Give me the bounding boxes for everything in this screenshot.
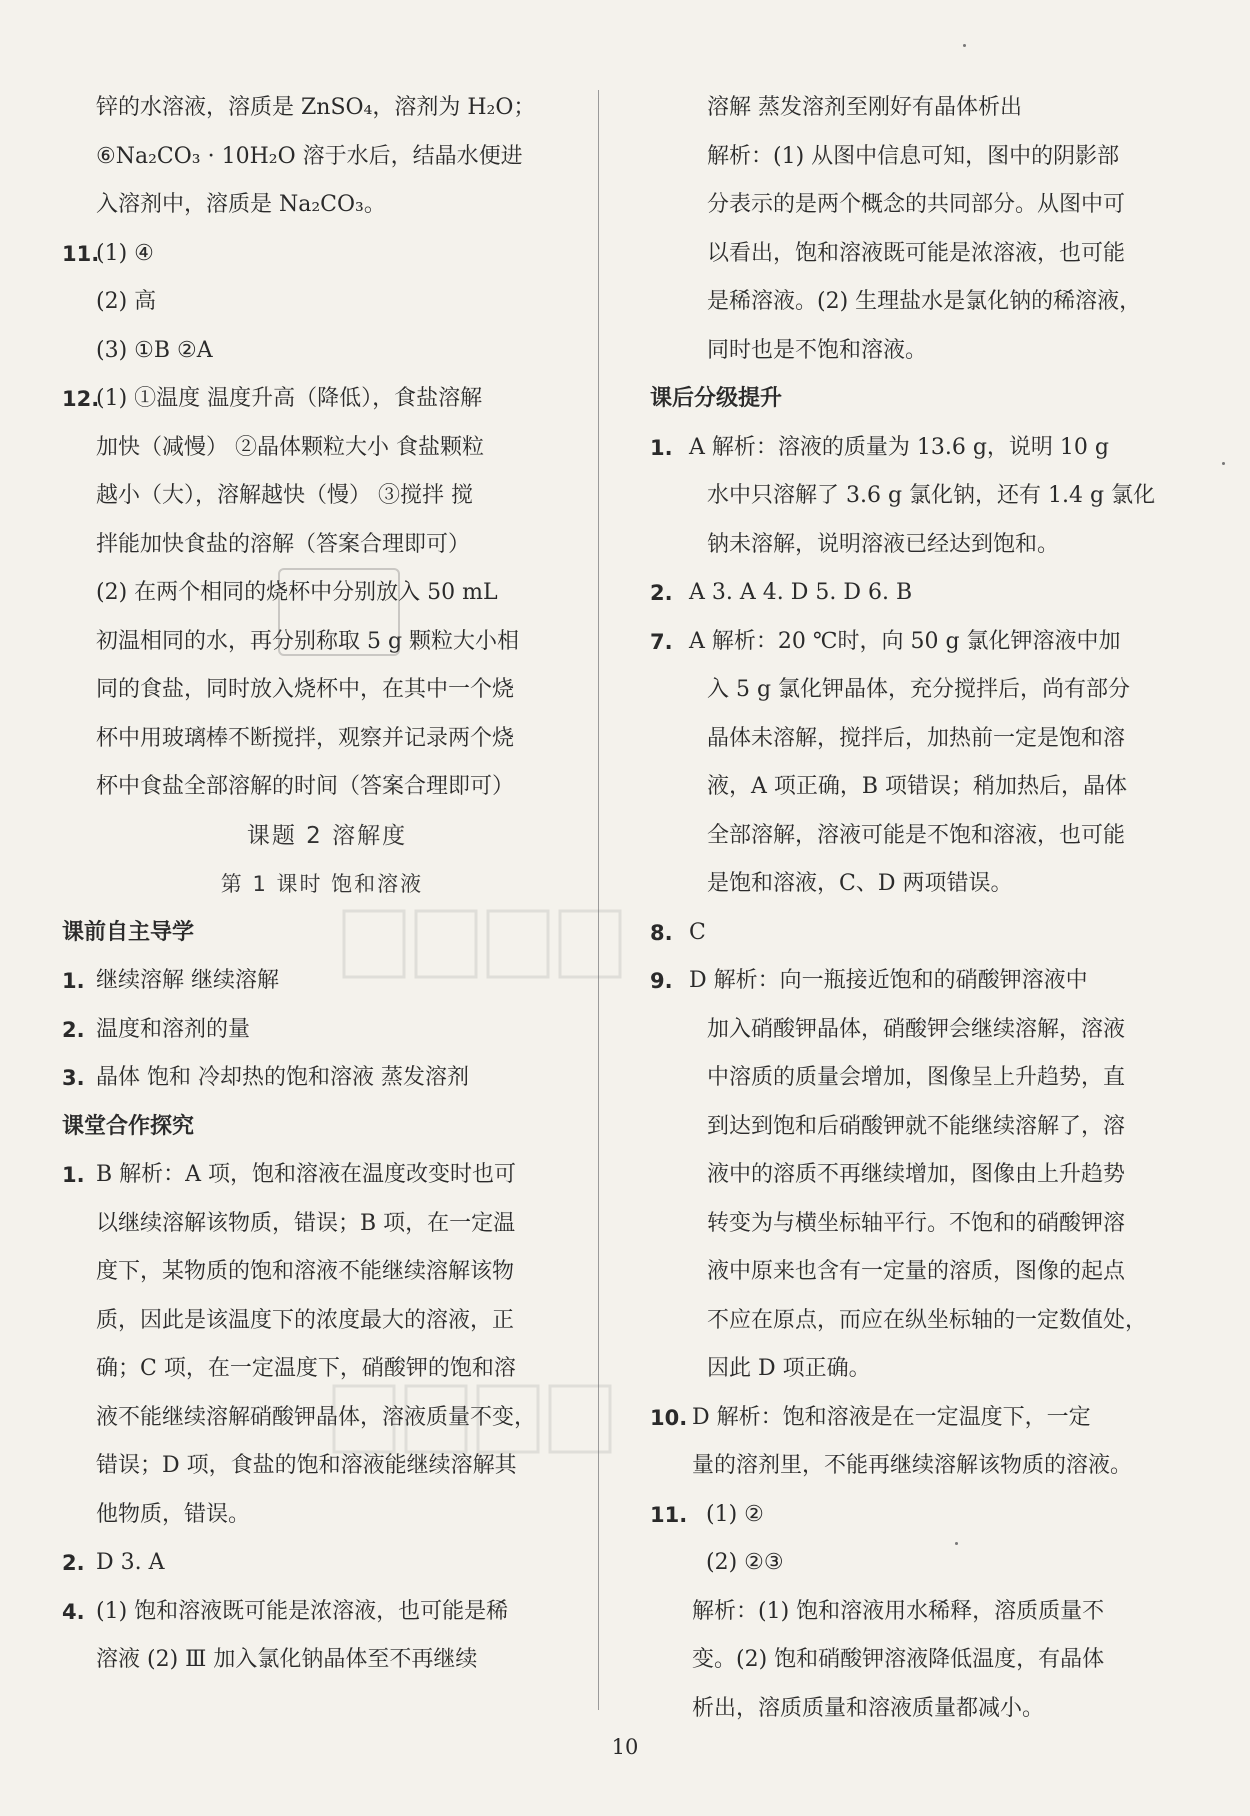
text-line: 液不能继续溶解硝酸钾晶体，溶液质量不变， bbox=[96, 1404, 537, 1430]
text-line: 不应在原点，而应在纵坐标轴的一定数值处， bbox=[707, 1307, 1148, 1333]
question-number: 7. bbox=[650, 629, 673, 654]
text-line: 是饱和溶液，C、D 两项错误。 bbox=[707, 871, 1013, 896]
scan-speck bbox=[955, 1542, 958, 1545]
text-line: 他物质，错误。 bbox=[96, 1501, 251, 1527]
text-line: (2) ②③ bbox=[706, 1550, 784, 1575]
lesson-title: 课题 2 溶解度 bbox=[246, 822, 408, 849]
answer-text: 温度和溶剂的量 bbox=[96, 1016, 251, 1042]
text-line: 晶体未溶解，搅拌后，加热前一定是饱和溶 bbox=[707, 725, 1126, 751]
list-item bbox=[62, 1539, 552, 1588]
section-heading: 课堂合作探究 bbox=[62, 1113, 195, 1139]
question-12 bbox=[62, 375, 552, 424]
column-divider bbox=[598, 90, 599, 1710]
scan-speck bbox=[1222, 462, 1225, 465]
text-line: 以看出，饱和溶液既可能是浓溶液，也可能 bbox=[707, 240, 1126, 266]
text-line: 液中的溶质不再继续增加，图像由上升趋势 bbox=[707, 1162, 1126, 1187]
text-line: 加入硝酸钾晶体，硝酸钾会继续溶解，溶液 bbox=[707, 1016, 1126, 1042]
question-number: 2. bbox=[62, 1551, 85, 1575]
text-line: 分表示的是两个概念的共同部分。从图中可 bbox=[707, 192, 1126, 217]
text-line: 是稀溶液。(2) 生理盐水是氯化钠的稀溶液， bbox=[707, 289, 1142, 314]
answer-text: 晶体 饱和 冷却热的饱和溶液 蒸发溶剂 bbox=[96, 1065, 469, 1090]
text-line: 加快（减慢） ②晶体颗粒大小 食盐颗粒 bbox=[96, 434, 484, 460]
section-heading: 课前自主导学 bbox=[62, 919, 195, 945]
list-item bbox=[650, 1394, 1163, 1443]
text-line: 初温相同的水，再分别称取 5 g 颗粒大小相 bbox=[96, 628, 520, 654]
text-line: 水中只溶解了 3.6 g 氯化钠，还有 1.4 g 氯化 bbox=[707, 483, 1156, 508]
text-line: 转变为与横坐标轴平行。不饱和的硝酸钾溶 bbox=[707, 1210, 1126, 1236]
text-line: 钠未溶解，说明溶液已经达到饱和。 bbox=[707, 531, 1060, 557]
answer-text: D 解析：向一瓶接近饱和的硝酸钾溶液中 bbox=[689, 968, 1088, 993]
list-item bbox=[650, 1491, 1163, 1540]
scan-speck bbox=[963, 44, 966, 47]
text-line: 越小（大），溶解越快（慢） ③搅拌 搅 bbox=[96, 483, 473, 508]
text-line: 全部溶解，溶液可能是不饱和溶液，也可能 bbox=[707, 822, 1126, 848]
text-line: (2) 在两个相同的烧杯中分别放入 50 mL bbox=[96, 580, 498, 605]
list-item bbox=[62, 1006, 552, 1055]
text-line: 溶液 (2) Ⅲ 加入氯化钠晶体至不再继续 bbox=[96, 1647, 478, 1672]
text-line: 解析：(1) 从图中信息可知，图中的阴影部 bbox=[707, 143, 1120, 169]
text-line: 到达到饱和后硝酸钾就不能继续溶解了，溶 bbox=[707, 1113, 1126, 1139]
question-number: 3. bbox=[62, 1066, 85, 1090]
question-number: 1. bbox=[62, 969, 85, 993]
text-line: 同的食盐，同时放入烧杯中，在其中一个烧 bbox=[96, 677, 515, 702]
page-number: 10 bbox=[611, 1735, 639, 1759]
text-line: 量的溶剂里，不能再继续溶解该物质的溶液。 bbox=[692, 1453, 1133, 1478]
question-number: 10. bbox=[650, 1405, 688, 1430]
list-item bbox=[650, 569, 1163, 618]
list-item bbox=[650, 957, 1163, 1006]
text-line: 同时也是不饱和溶液。 bbox=[707, 337, 928, 363]
answer-text: C bbox=[689, 919, 706, 945]
list-item bbox=[62, 1151, 552, 1200]
question-number: 12. bbox=[62, 387, 100, 411]
question-number: 1. bbox=[62, 1163, 85, 1187]
question-number: 9. bbox=[650, 969, 673, 993]
text-line: 确；C 项，在一定温度下，硝酸钾的饱和溶 bbox=[96, 1356, 516, 1381]
answer-text: B 解析：A 项，饱和溶液在温度改变时也可 bbox=[96, 1162, 517, 1187]
question-number: 4. bbox=[62, 1599, 85, 1624]
answer-text: D 解析：饱和溶液是在一定温度下，一定 bbox=[692, 1404, 1091, 1430]
text-line: 杯中用玻璃棒不断搅拌，观察并记录两个烧 bbox=[96, 725, 515, 751]
answer-text: (2) 高 bbox=[96, 289, 157, 314]
list-item bbox=[62, 957, 552, 1006]
text-line: 度下，某物质的饱和溶液不能继续溶解该物 bbox=[96, 1259, 515, 1284]
answer-text: 继续溶解 继续溶解 bbox=[96, 968, 279, 993]
text-line: ⑥Na₂CO₃ · 10H₂O 溶于水后，结晶水便进 bbox=[96, 143, 523, 169]
text-line: 质，因此是该温度下的浓度最大的溶液，正 bbox=[96, 1307, 515, 1333]
left-column bbox=[62, 84, 552, 1685]
answer-text: (3) ①B ②A bbox=[96, 337, 213, 363]
text-line: 因此 D 项正确。 bbox=[707, 1356, 871, 1381]
text-line: 错误；D 项，食盐的饱和溶液能继续溶解其 bbox=[96, 1453, 517, 1478]
question-number: 11. bbox=[650, 1502, 688, 1527]
answer-text: A 3. A 4. D 5. D 6. B bbox=[689, 580, 913, 605]
text-line: 变。(2) 饱和硝酸钾溶液降低温度，有晶体 bbox=[692, 1647, 1105, 1672]
answer-text: A 解析：20 ℃时，向 50 g 氯化钾溶液中加 bbox=[689, 628, 1121, 654]
question-number: 2. bbox=[62, 1017, 85, 1042]
text-line: 入溶剂中，溶质是 Na₂CO₃。 bbox=[96, 192, 386, 217]
text-line: 液中原来也含有一定量的溶质，图像的起点 bbox=[707, 1259, 1126, 1284]
list-item bbox=[650, 909, 1163, 958]
question-number: 11. bbox=[62, 241, 100, 266]
text-line: 液，A 项正确，B 项错误；稍加热后，晶体 bbox=[707, 774, 1128, 799]
text-line: 解析：(1) 饱和溶液用水稀释，溶质质量不 bbox=[692, 1598, 1105, 1624]
answer-text: (1) ①温度 温度升高（降低），食盐溶解 bbox=[96, 386, 483, 411]
list-item bbox=[650, 424, 1163, 473]
question-11 bbox=[62, 230, 552, 279]
right-column bbox=[650, 84, 1163, 1733]
answer-text: D 3. A bbox=[96, 1550, 165, 1575]
text-line: 中溶质的质量会增加，图像呈上升趋势，直 bbox=[707, 1065, 1126, 1090]
answer-text: (1) ② bbox=[706, 1501, 764, 1527]
text-line: 以继续溶解该物质，错误；B 项，在一定温 bbox=[96, 1210, 516, 1236]
question-number: 8. bbox=[650, 920, 673, 945]
text-line: 锌的水溶液，溶质是 ZnSO₄，溶剂为 H₂O； bbox=[96, 95, 536, 120]
text-line: 溶解 蒸发溶剂至刚好有晶体析出 bbox=[707, 95, 1022, 120]
section-heading: 课后分级提升 bbox=[650, 386, 783, 411]
question-number: 2. bbox=[650, 581, 673, 605]
answer-text: (1) 饱和溶液既可能是浓溶液，也可能是稀 bbox=[96, 1598, 509, 1624]
text-line: 入 5 g 氯化钾晶体，充分搅拌后，尚有部分 bbox=[707, 677, 1131, 702]
list-item bbox=[62, 1054, 552, 1103]
text-line: 拌能加快食盐的溶解（答案合理即可） bbox=[96, 531, 471, 557]
text-line: 杯中食盐全部溶解的时间（答案合理即可） bbox=[96, 774, 515, 799]
list-item bbox=[62, 1588, 552, 1637]
answer-text: (1) ④ bbox=[96, 240, 154, 266]
answer-text: A 解析：溶液的质量为 13.6 g，说明 10 g bbox=[689, 434, 1109, 460]
text-line: 析出，溶质质量和溶液质量都减小。 bbox=[692, 1695, 1045, 1721]
question-number: 1. bbox=[650, 435, 673, 460]
list-item bbox=[650, 618, 1163, 667]
period-title: 第 1 课时 饱和溶液 bbox=[220, 872, 424, 896]
